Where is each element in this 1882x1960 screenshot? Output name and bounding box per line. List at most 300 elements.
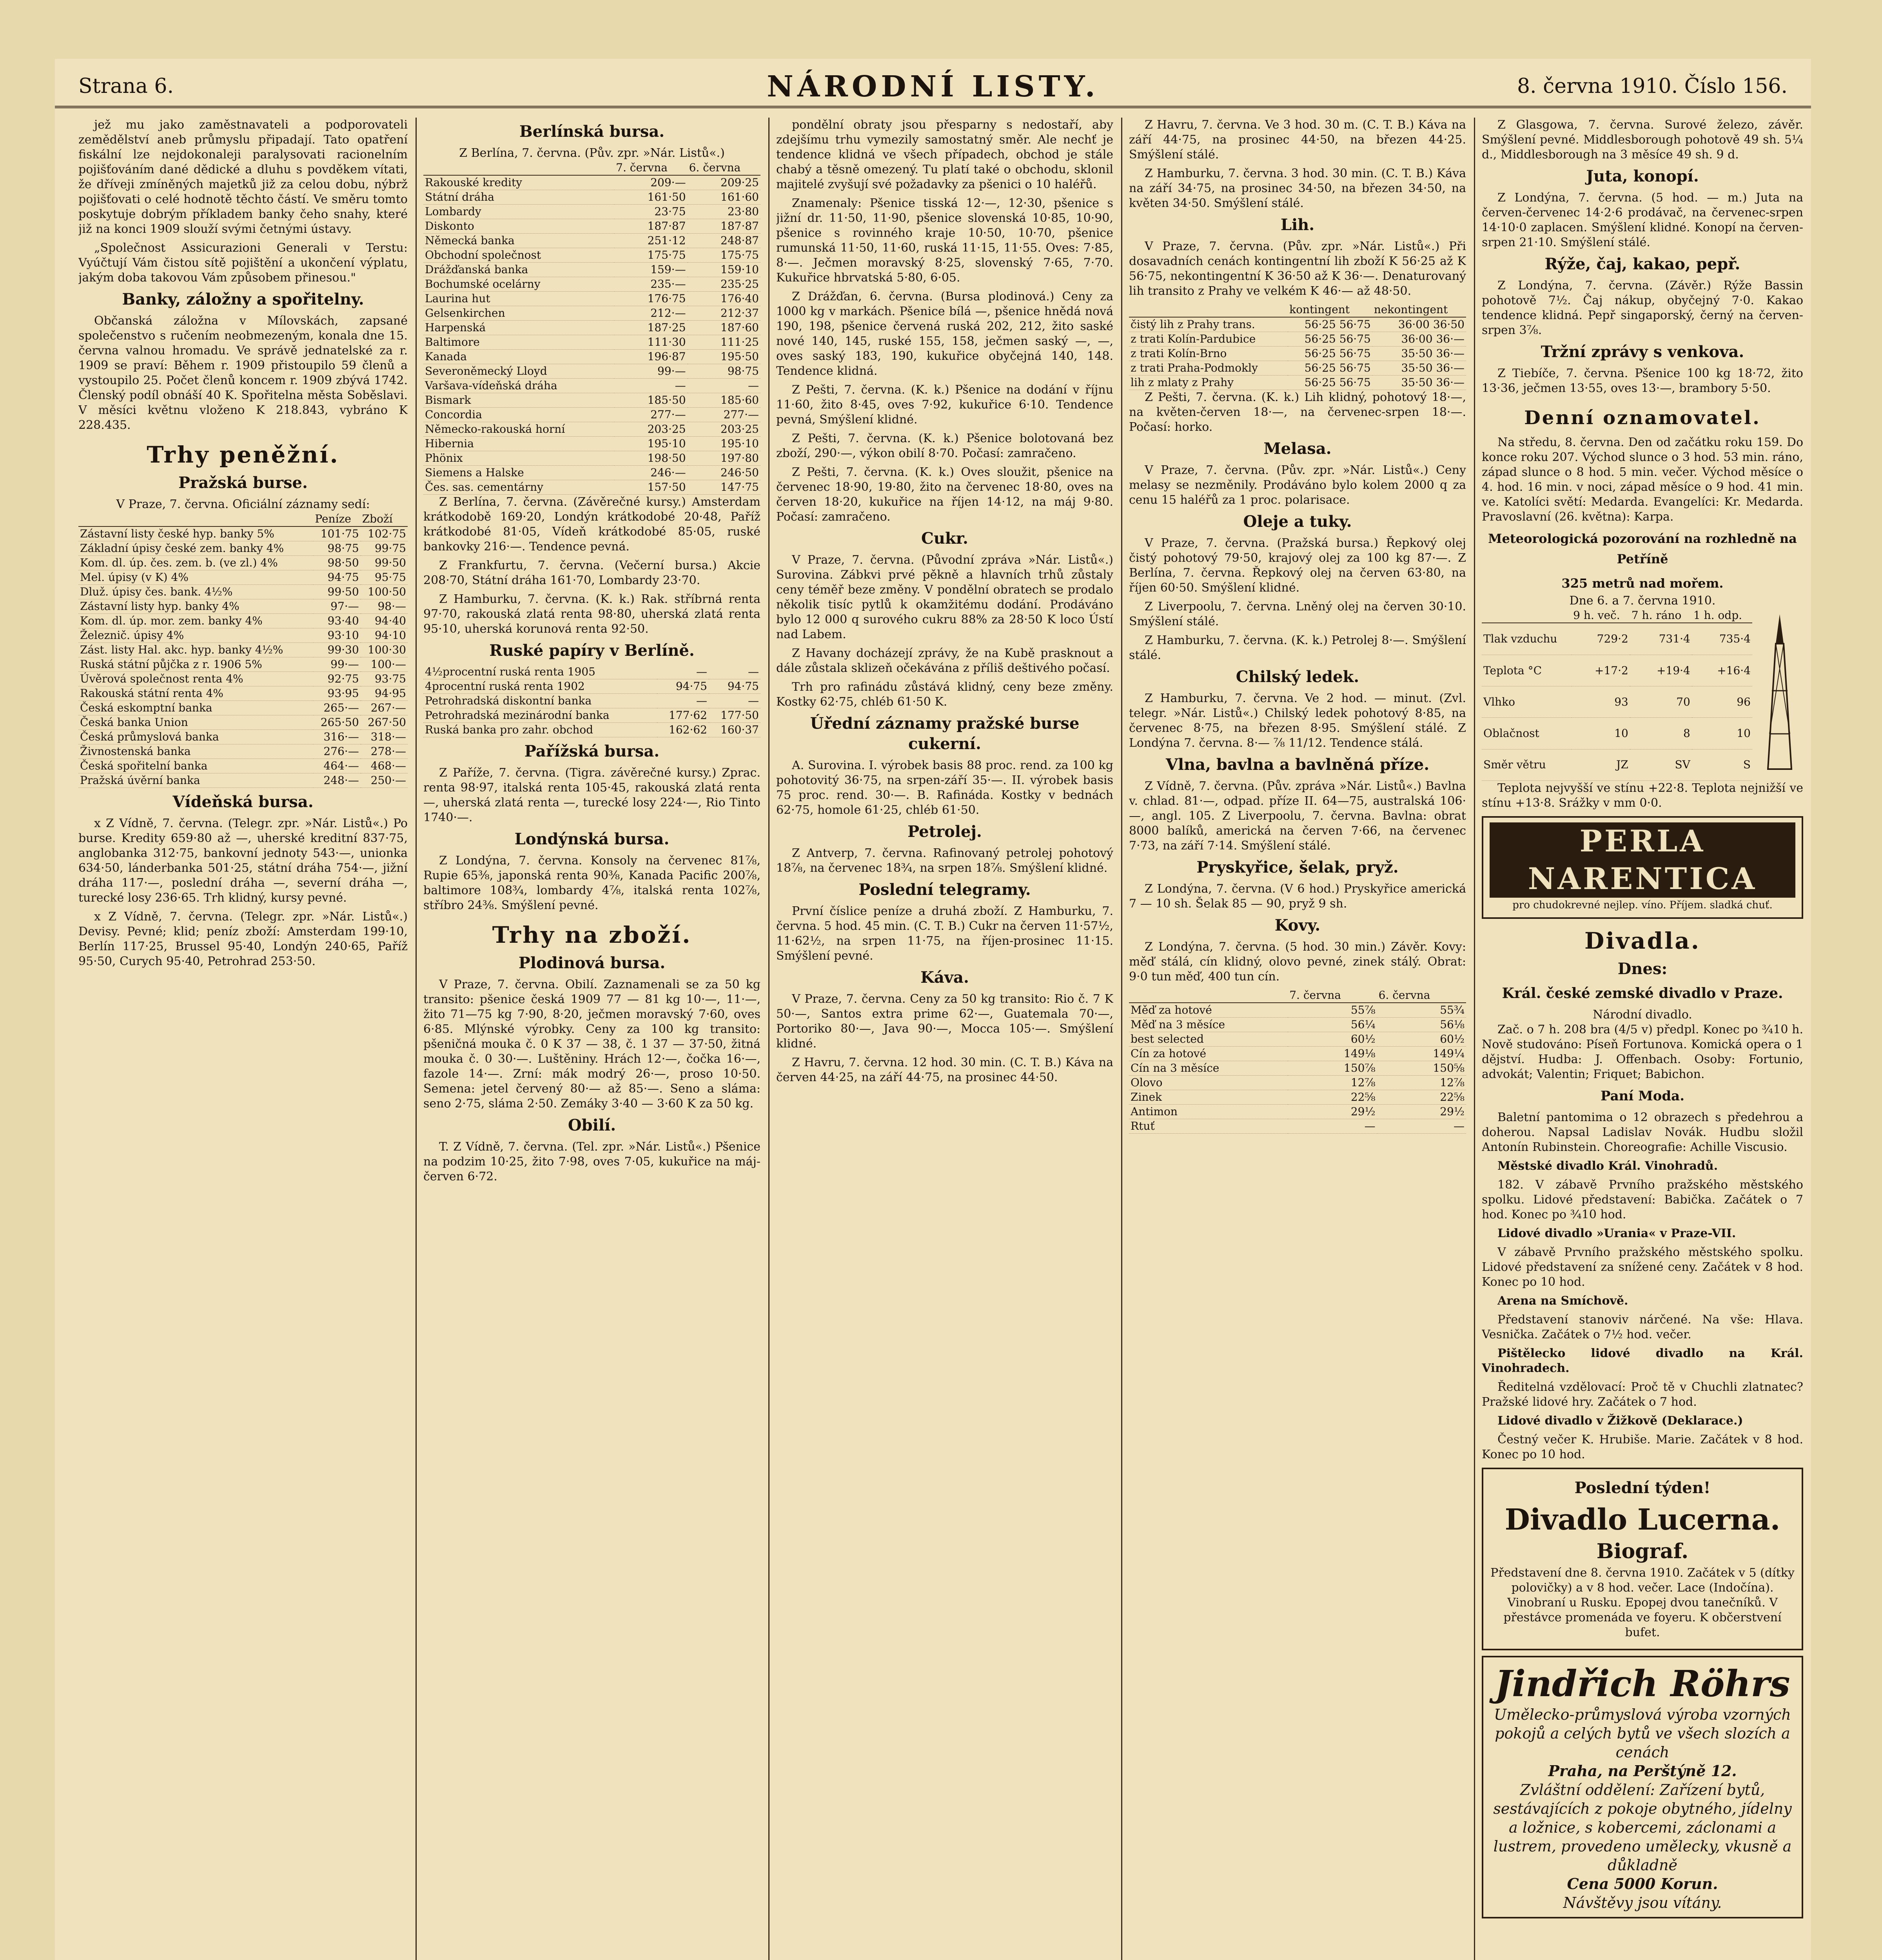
table-row [423, 393, 760, 408]
table-row [78, 643, 408, 657]
pani-moda-heading: Paní Moda. [1600, 1088, 1685, 1104]
table-cell: Vlhko [1482, 686, 1572, 718]
table-row [423, 306, 760, 321]
table-cell: 195·10 [688, 437, 760, 451]
table-cell: Ruská státní půjčka z r. 1906 5% [78, 657, 313, 672]
table-cell: 251·12 [614, 234, 687, 248]
table-cell: 56·25 56·75 [1288, 376, 1372, 390]
table-cell: 22⅝ [1377, 1090, 1466, 1105]
table-cell: 94·75 [657, 679, 709, 694]
column-rule [1474, 118, 1475, 1960]
table-cell: +17·2 [1572, 655, 1630, 686]
table-cell: 111·25 [688, 335, 760, 350]
table-cell: 246·— [614, 466, 687, 480]
table-cell: 248·— [313, 773, 360, 788]
arena-paragraph: Představení stanoviv nárčené. Na vše: Hlava. Vesnička. Začátek o 7½ hod. večer. [1482, 1313, 1803, 1341]
hamburg-paragraph: Z Hamburku, 7. června. (K. k.) Rak. stříbrná renta 97·70, rakouská zlatá renta 98·80, uherská zlatá renta 95·10, uherská korunová renta 92·50. [423, 592, 760, 636]
table-cell: Obchodní společnost [423, 248, 614, 263]
table-cell: 29½ [1377, 1105, 1466, 1119]
biograf-title: Biograf. [1596, 1539, 1689, 1563]
table-cell: 197·80 [688, 451, 760, 466]
table-cell: 60½ [1288, 1032, 1377, 1047]
market-reports-paragraph: Z Tiebíče, 7. června. Pšenice 100 kg 18·72, žito 13·36, ječmen 13·55, oves 13·—, brambory 5·50. [1482, 367, 1803, 395]
meteo-date: Dne 6. a 7. června 1910. [1569, 594, 1716, 608]
refined-sugar-paragraph: Trh pro rafinádu zůstává klidný, ceny beze změny. Kostky 62·75, chléb 61·50 K. [776, 680, 1113, 709]
table-cell: 277·— [614, 408, 687, 422]
table-header-row [78, 512, 408, 526]
meteo-table [1482, 608, 1752, 781]
rice-heading: Rýže, čaj, kakao, pepř. [1544, 255, 1740, 273]
table-cell: 267·50 [361, 715, 408, 730]
pest-paragraph: Z Pešti, 7. června. (K. k.) Pšenice bolotovaná bez zboží, 290·—, výkon obilí 8·70. Počasí: zamračeno. [776, 432, 1113, 460]
table-cell: Železnič. úpisy 4% [78, 628, 313, 643]
pest-paragraph: Z Pešti, 7. června. (K. k.) Oves sloužit, pšenice na červenec 18·90, 19·80, žito na červenec 18·80, oves na červen 18·20, kukuřice na říjen 14·12, na máj 9·80. Počasí: zamračeno. [776, 465, 1113, 524]
table-cell: — [688, 379, 760, 393]
table-cell: 8 [1630, 718, 1692, 749]
pani-moda-paragraph: Baletní pantomima o 12 obrazech s předehrou a doherou. Napsal Ladislav Novák. Hudbu složil Antonín Rubinstein. Choreografie: Achille Viscusio. [1482, 1111, 1803, 1154]
table-cell: — [614, 379, 687, 393]
table-row [78, 585, 408, 599]
table-cell: 212·— [614, 306, 687, 321]
table-cell: 93·95 [313, 686, 360, 701]
jute-paragraph: Z Londýna, 7. června. (5 hod. — m.) Juta na červen-červenec 14·2·6 prodávač, na červenec-srpen 14·10·0 zaplacen. Smýšlení klidné. Konopí na červen-srpen 21·10. Smýšlení stálé. [1482, 191, 1803, 249]
table-cell: Ruská banka pro zahr. obchod [423, 723, 657, 737]
table-cell: 203·25 [688, 422, 760, 437]
table-cell: lih z mlaty z Prahy [1129, 376, 1288, 390]
section-heading-goods-markets: Trhy na zboží. [492, 922, 692, 948]
table-cell: 150⅞ [1288, 1061, 1377, 1076]
table-cell: Siemens a Halske [423, 466, 614, 480]
banks-paragraph: Občanská záložna v Mílovskách, zapsané společenstvo s ručením neobmezeným, konala dne 15. června valnou hromadu. Ve správě jednatelské za r. 1909 se praví: Během r. 1909 přistoupilo 59 členů a vystoupilo 25. Počet členů koncem r. 1909 zbývá 1742. Členský podíl obnáší 40 K. Spořitelna města Soběslavi. V měsíci květnu vloženo K 218.843, vybráno K 228.435. [78, 314, 408, 432]
table-cell: 187·25 [614, 321, 687, 335]
berlin-bourse-table [423, 161, 760, 495]
table-cell: 195·50 [688, 350, 760, 364]
table-cell: 159·10 [688, 263, 760, 277]
urania-heading: Lidové divadlo »Urania« v Praze-VII. [1497, 1227, 1736, 1240]
table-cell: 102·75 [361, 526, 408, 541]
table-cell: Kom. dl. úp. čes. zem. b. (ve zl.) 4% [78, 556, 313, 570]
table-cell: Tlak vzduchu [1482, 623, 1572, 655]
page-header [55, 59, 1811, 108]
intro-paragraph: pondělní obraty jsou přesparny s nedostaří, aby zdejšímu trhu vymezily samostatný směr. Ale nechť je tendence klidná ve všech případech, obchod je stále chabý a těsně omezený. Tu platí také o obchodu, sklonil majitelé zvyšují své požadavky za pšenici o 10 haléřů. [776, 118, 1113, 191]
table-cell: 100·50 [361, 585, 408, 599]
table-cell: Česká spořitelní banka [78, 759, 313, 773]
table-row [423, 379, 760, 393]
table-cell: 12⅞ [1377, 1076, 1466, 1090]
table-cell: Měď za hotové [1129, 1003, 1288, 1018]
table-cell: — [709, 694, 760, 708]
table-header-row [1129, 303, 1466, 317]
table-header: nekontingent [1372, 303, 1466, 317]
table-cell: 159·— [614, 263, 687, 277]
table-row [78, 730, 408, 744]
lucerna-advertisement [1482, 1468, 1803, 1650]
table-cell: 10 [1692, 718, 1752, 749]
table-cell: 4procentní ruská renta 1902 [423, 679, 657, 694]
table-cell: Oblačnost [1482, 718, 1572, 749]
today-heading: Dnes: [1617, 960, 1668, 978]
table-cell: 93 [1572, 686, 1630, 718]
sugar-heading: Cukr. [921, 529, 968, 548]
table-row [1129, 1076, 1466, 1090]
table-row [423, 364, 760, 379]
table-cell: 111·30 [614, 335, 687, 350]
table-cell: 92·75 [313, 672, 360, 686]
table-cell: 99·50 [313, 585, 360, 599]
table-cell: 203·25 [614, 422, 687, 437]
table-cell: Cín za hotové [1129, 1047, 1288, 1061]
table-cell: 56¼ [1288, 1018, 1377, 1032]
table-cell: 150⅝ [1377, 1061, 1466, 1076]
vienna-paragraph: x Z Vídně, 7. června. (Telegr. zpr. »Nár. Listů«.) Po burse. Kredity 659·80 až —, uherské kreditní 837·75, anglobanka 312·75, bankovní jednoty 543·—, unionka 634·50, lánderbanka 501·25, státní dráha 754·—, jižní dráha 117·—, poslední dráha —, severní dráha —, turecké losy 236·65. Trh klidný, kursy pevné. [78, 817, 408, 905]
paris-paragraph: Z Paříže, 7. června. (Tigra. závěrečné kursy.) Zprac. renta 98·97, italská renta 105·45, rakouská zlatá renta —, uherská zlatá renta —, turecké losy 224·—, Rio Tinto 1740·—. [423, 766, 760, 824]
rice-paragraph: Z Londýna, 7. června. (Závěr.) Rýže Bassin pohotově 7½. Čaj nákup, obyčejný 7·0. Kakao tendence klidná. Pepř singaporský, černý na červen-srpen 3⅞. [1482, 279, 1803, 337]
table-cell: 209·25 [688, 175, 760, 190]
table-cell: Kom. dl. úp. mor. zem. banky 4% [78, 614, 313, 628]
table-header: Peníze [313, 512, 360, 526]
table-cell: Rakouské kredity [423, 175, 614, 190]
table-row [1482, 623, 1752, 655]
table-header: 1 h. odp. [1692, 608, 1752, 623]
table-cell: 56⅛ [1377, 1018, 1466, 1032]
table-row [423, 665, 760, 679]
petroleum-paragraph: Z Antverp, 7. června. Rafinovaný petrolej pohotový 18⅞, na červenec 18¾, na srpen 18⅞. Smýšlení klidné. [776, 846, 1113, 875]
rohrs-invite: Návštěvy jsou vítány. [1563, 1894, 1722, 1911]
table-cell: 176·40 [688, 292, 760, 306]
table-cell: 95·75 [361, 570, 408, 585]
table-row [78, 556, 408, 570]
table-cell: 198·50 [614, 451, 687, 466]
table-cell: 94·75 [709, 679, 760, 694]
table-row [423, 437, 760, 451]
jute-heading: Juta, konopí. [1586, 167, 1699, 185]
table-header-row [1482, 608, 1752, 623]
table-cell: Státní dráha [423, 190, 614, 205]
table-cell: 235·25 [688, 277, 760, 292]
quotes-paragraph: Znamenaly: Pšenice tisská 12·—, 12·30, pšenice s jižní dr. 11·50, 11·90, pšenice slovenská 10·85, 10·90, pšenice s rovinného kraje 10·50, 10·70, pšenice rumunská 11·50, 11·60, ruská 11·15, 11·55. Oves: 7·85, 8·—. Ječmen moravský 8·25, slovenský 7·65, 7·70. Kukuřice hbrvatská 5·80, 6·05. [776, 196, 1113, 285]
daily-notice-heading: Denní oznamovatel. [1524, 407, 1761, 429]
coffee-heading: Káva. [920, 968, 969, 987]
table-cell: Cín na 3 měsíce [1129, 1061, 1288, 1076]
arena-heading: Arena na Smíchově. [1497, 1294, 1628, 1308]
table-cell: 93·75 [361, 672, 408, 686]
table-row [78, 744, 408, 759]
produce-paragraph: V Praze, 7. června. Obilí. Zaznamenali se za 50 kg transito: pšenice česká 1909 77 — 81 kg 10·—, 11·—, žito 71—75 kg 7·90, 8·20, ječmen moravský 7·60, oves 6·85. Mlýnské výrobky. Ceny za 100 kg transito: pšeničná mouka č. 0 K 37 — 38, č. 1 37 — 37·50, žitná mouka č. 0 30·—. Luštěniny. Hrách 12·—, čočka 16·—, fazole 14·—. Zrní: mák modrý 26·—, proso 10·50. Semena: jetel červený 80·— až 85·—. Seno a sláma: seno 2·75, sláma 2·50. Zemáky 3·40 — 3·60 K za 50 kg. [423, 978, 760, 1111]
table-cell: 735·4 [1692, 623, 1752, 655]
table-row [78, 614, 408, 628]
table-row [1482, 655, 1752, 686]
last-week-notice: Poslední týden! [1574, 1479, 1711, 1497]
vienna-paragraph: x Z Vídně, 7. června. (Telegr. zpr. »Nár. Listů«.) Devisy. Pevné; klid; peníz zboží: Amsterdam 199·10, Berlín 117·25, Brussel 95·40, Londýn 240·65, Paříž 95·50, Curych 95·40, Petrohrad 253·50. [78, 910, 408, 968]
table-cell: 56·25 56·75 [1288, 361, 1372, 376]
table-cell: Baltimore [423, 335, 614, 350]
table-cell: — [1288, 1119, 1377, 1134]
table-row [1129, 1032, 1466, 1047]
table-cell: 161·60 [688, 190, 760, 205]
table-cell: Česká průmyslová banka [78, 730, 313, 744]
havre-paragraph: Z Havru, 7. června. Ve 3 hod. 30 m. (C. T. B.) Káva na září 44·75, na prosinec 44·50, na březen 44·25. Smýšlení stálé. [1129, 118, 1466, 162]
telegrams-heading: Poslední telegramy. [858, 880, 1031, 899]
table-row [423, 723, 760, 737]
table-cell: Základní úpisy české zem. banky 4% [78, 541, 313, 556]
rohrs-advertisement [1482, 1656, 1803, 1918]
table-cell: 176·75 [614, 292, 687, 306]
table-cell: Bochumské ocelárny [423, 277, 614, 292]
table-cell: 36·00 36·— [1372, 332, 1466, 347]
table-cell: Dluž. úpisy čes. bank. 4½% [78, 585, 313, 599]
table-header: 7. června [614, 161, 687, 175]
table-row [423, 466, 760, 480]
table-header [78, 512, 313, 526]
table-cell: 60½ [1377, 1032, 1466, 1047]
table-header: 7 h. ráno [1630, 608, 1692, 623]
vienna-bourse-heading: Vídeňská bursa. [172, 793, 314, 811]
table-row [78, 773, 408, 788]
russian-papers-heading: Ruské papíry v Berlíně. [489, 641, 695, 660]
metals-paragraph: Z Londýna, 7. června. (5 hod. 30 min.) Závěr. Kovy: měď stálá, cín klidný, olovo pevné, zinek stálý. Obrat: 9·0 tun měď, 400 tun cín. [1129, 940, 1466, 984]
table-row [423, 679, 760, 694]
table-cell: Teplota °C [1482, 655, 1572, 686]
paris-bourse-heading: Pařížská bursa. [524, 742, 660, 760]
table-header-row [423, 161, 760, 175]
table-row [78, 759, 408, 773]
table-cell: 729·2 [1572, 623, 1630, 655]
table-cell: 187·60 [688, 321, 760, 335]
table-cell: 160·37 [709, 723, 760, 737]
produce-bourse-heading: Plodinová bursa. [518, 954, 666, 972]
meteo-subheading: 325 metrů nad mořem. [1561, 576, 1724, 591]
table-row [1129, 1105, 1466, 1119]
table-row [1129, 1003, 1466, 1018]
table-cell: z trati Kolín-Pardubice [1129, 332, 1288, 347]
table-cell: Rtuť [1129, 1119, 1288, 1134]
table-cell: 4½procentní ruská renta 1905 [423, 665, 657, 679]
table-row [423, 350, 760, 364]
table-cell: S [1692, 749, 1752, 780]
table-cell: Phönix [423, 451, 614, 466]
table-header: 9 h. več. [1572, 608, 1630, 623]
table-cell: 212·37 [688, 306, 760, 321]
table-cell: 29½ [1288, 1105, 1377, 1119]
table-row [78, 657, 408, 672]
table-cell: 185·60 [688, 393, 760, 408]
table-row [1482, 686, 1752, 718]
table-row [423, 190, 760, 205]
sugar-bourse-paragraph: A. Surovina. I. výrobek basis 88 proc. rend. za 100 kg pohotovitý 36·75, na srpen-září 35·—. II. výrobek basis 75 proc. rend. 30·—. B. Rafináda. Kostky v bednách 62·75, homole 61·25, chléb 61·50. [776, 759, 1113, 817]
table-cell: 196·87 [614, 350, 687, 364]
table-row [423, 219, 760, 234]
column-3 [776, 118, 1113, 1960]
daily-notice-paragraph: Na středu, 8. června. Den od začátku roku 159. Do konce roku 207. Východ slunce o 3 hod. 53 min. ráno, západ slunce o 8 hod. 5 min. večer. Východ měsíce o 4. hod. 16 min. v noci, západ měsíce o 9 hod. 41 min. ve. Katolíci světí: Medarda. Evangelíci: Kr. Medarda. Pravoslavní (26. května): Karpa. [1482, 436, 1803, 524]
column-rule [416, 118, 417, 1960]
table-header: 6. června [688, 161, 760, 175]
table-cell: 96 [1692, 686, 1752, 718]
table-row [1129, 317, 1466, 332]
table-header [1129, 988, 1288, 1003]
table-row [1129, 347, 1466, 361]
table-cell: 99·— [313, 657, 360, 672]
column-rule [768, 118, 769, 1960]
table-cell: 100·— [361, 657, 408, 672]
resin-heading: Pryskyřice, šelak, pryž. [1196, 858, 1399, 877]
table-row [78, 570, 408, 585]
table-row [423, 422, 760, 437]
prague-bourse-table [78, 512, 408, 788]
coffee-paragraph: V Praze, 7. června. Ceny za 50 kg transito: Rio č. 7 K 50·—, Santos extra prime 62·—, Guatemala 70·—, Portoriko 80·—, Java 90·—, Mocca 105·—. Smýšlení klidné. [776, 992, 1113, 1051]
table-header [423, 161, 614, 175]
table-header: kontingent [1288, 303, 1372, 317]
table-cell: 98·75 [688, 364, 760, 379]
issue-date: 8. června 1910. Číslo 156. [1517, 74, 1788, 98]
table-cell: 100·30 [361, 643, 408, 657]
section-heading-money-markets: Trhy peněžní. [147, 441, 339, 468]
table-cell: 209·— [614, 175, 687, 190]
lucerna-title: Divadlo Lucerna. [1505, 1503, 1780, 1537]
resin-paragraph: Z Londýna, 7. června. (V 6 hod.) Pryskyřice americká 7 — 10 sh. Šelak 85 — 90, pryž 9 sh. [1129, 882, 1466, 911]
market-reports-heading: Tržní zprávy s venkova. [1541, 343, 1744, 361]
rohrs-extra: Zvláštní oddělení: Zařízení bytů, sestávajících z pokoje obytného, jídelny a ložnice, s kobercemi, záclonami a lustrem, provedeno umělecky, vkusně a důkladně [1493, 1781, 1792, 1874]
table-cell: Zástavní listy české hyp. banky 5% [78, 526, 313, 541]
table-cell: 195·10 [614, 437, 687, 451]
table-row [1129, 1119, 1466, 1134]
national-theatre-subtitle: Národní divadlo. [1593, 1008, 1692, 1022]
table-cell: 248·87 [688, 234, 760, 248]
table-cell: — [657, 665, 709, 679]
table-cell: Zástavní listy hyp. banky 4% [78, 599, 313, 614]
table-cell: 101·75 [313, 526, 360, 541]
table-cell: 267·— [361, 701, 408, 715]
table-header [1482, 608, 1572, 623]
table-cell: 99·— [614, 364, 687, 379]
molasses-paragraph: V Praze, 7. června. (Pův. zpr. »Nár. Listů«.) Ceny melasy se nezměnily. Prodáváno bylo kolem 2000 q za cenu 15 haléřů za 1 proc. polarisace. [1129, 463, 1466, 507]
table-cell: 157·50 [614, 480, 687, 495]
rohrs-price: Cena 5000 Korun. [1567, 1875, 1718, 1893]
table-row [1482, 749, 1752, 780]
spirit-table [1129, 303, 1466, 390]
table-cell: 35·50 36·— [1372, 347, 1466, 361]
table-cell: Kanada [423, 350, 614, 364]
spirit-paragraph: Z Pešti, 7. června. (K. k.) Lih klidný, pohotový 18·—, na květen-červen 18·—, na červenec-srpen 18·—. Počasí: horko. [1129, 390, 1466, 434]
table-row [423, 321, 760, 335]
table-cell: 277·— [688, 408, 760, 422]
quote-paragraph: „Společnost Assicurazioni Generali v Terstu: Vyúčtují Vám čistou sítě pojištění a ukončení výplatu, jakým doba takovou Vám způsobem přinesou." [78, 241, 408, 285]
nitrate-paragraph: Z Hamburku, 7. června. Ve 2 hod. — minut. (Zvl. telegr. »Nár. Listů«.) Chilský ledek pohotový 8·85, na červenec 8·75, na březen 8·95. Smýšlení stálé. Z Londýna 7. června. 8·— ⅞ 11/12. Tendence stálá. [1129, 691, 1466, 750]
table-cell: čistý lih z Prahy trans. [1129, 317, 1288, 332]
pistelc-heading: Pištělecko lidové divadlo na Král. Vinohradech. [1482, 1347, 1803, 1375]
table-cell: 94·95 [361, 686, 408, 701]
zizkov-paragraph: Čestný večer K. Hrubiše. Marie. Začátek v 8 hod. Konec po 10 hod. [1482, 1433, 1803, 1461]
sugar-paragraph: Z Havany docházejí zprávy, že na Kubě prasknout a dále zůstala sklizeň očekávána z příliš deštivého počasí. [776, 646, 1113, 675]
table-cell: Zinek [1129, 1090, 1288, 1105]
table-cell: 70 [1630, 686, 1692, 718]
table-cell: 731·4 [1630, 623, 1692, 655]
table-cell: 187·87 [614, 219, 687, 234]
telegrams-paragraph: První číslice peníze a druhá zboží. Z Hamburku, 7. června. 5 hod. 45 min. (C. T. B.) Cukr na červen 11·57½, 11·62½, na srpen 11·75, na říjen-prosinec 11·15. Smýšlení pevné. [776, 904, 1113, 963]
table-cell: — [1377, 1119, 1466, 1134]
table-cell: Směr větru [1482, 749, 1572, 780]
grain-heading: Obilí. [568, 1116, 616, 1134]
table-cell: 94·10 [361, 628, 408, 643]
table-cell: z trati Kolín-Brno [1129, 347, 1288, 361]
table-header-row [1129, 988, 1466, 1003]
table-cell: 265·50 [313, 715, 360, 730]
table-cell: Antimon [1129, 1105, 1288, 1119]
berlin-note: Z Berlína, 7. června. (Závěrečné kursy.) Amsterdam krátkodobě 169·20, Londýn krátkodobé 20·48, Paříž krátkodobé 81·05, Vídeň krátkodobé 85·05, ruské bankovky 216·—. Tendence pevná. [423, 495, 760, 554]
table-cell: 185·50 [614, 393, 687, 408]
table-cell: 99·30 [313, 643, 360, 657]
newspaper-page [55, 59, 1811, 1960]
biograf-paragraph: Představení dne 8. června 1910. Začátek v 5 (dítky polovičky) a v 8 hod. večer. Lace (Indočína). Vinobraní u Rusku. Epopej dvou tanečníků. V přestávce promenáda ve foyeru. K občerstvení bufet. [1490, 1566, 1795, 1639]
oils-paragraph: V Praze, 7. června. (Pražská bursa.) Řepkový olej čistý pohotový 79·50, krajový olej za 100 kg 87·—. Z Berlína, 7. června. Řepkový olej na červen 63·80, na říjen 60·50. Smýšlení klidné. [1129, 536, 1466, 595]
table-row [78, 541, 408, 556]
london-bourse-heading: Londýnská bursa. [514, 830, 670, 848]
table-cell: Česká eskomptní banka [78, 701, 313, 715]
table-row [423, 292, 760, 306]
page-label: Strana 6. [78, 74, 174, 98]
table-cell: 250·— [361, 773, 408, 788]
table-cell: Laurina hut [423, 292, 614, 306]
table-row [1129, 1018, 1466, 1032]
perla-title: PERLA NARENTICA [1490, 822, 1795, 898]
table-cell: 177·50 [709, 708, 760, 723]
table-cell: JZ [1572, 749, 1630, 780]
perla-advertisement [1482, 816, 1803, 919]
table-cell: 98·50 [313, 556, 360, 570]
zizkov-heading: Lidové divadlo v Žižkově (Deklarace.) [1497, 1414, 1743, 1428]
table-cell: Německá banka [423, 234, 614, 248]
urania-paragraph: V zábavě Prvního pražského městského spolku. Lidové představení za snížené ceny. Začátek v 8 hod. Konec po 10 hod. [1482, 1245, 1803, 1289]
intro-paragraph: jež mu jako zaměstnavateli a podporovateli zemědělství aneb průmyslu připadají. Tato opatření fiskální lze nejdokonaleji paralysovati racionelním pojišťováním dané dědické a dluhu s povděkem vítati, že dříveji zmíněných majetků již za celou dobu, nýbrž pojišťovati o celé hodnotě těchto částí. Ve směru tomto poskytuje dobrým příkladem banky čeho snahy, které již na konci 1909 slouží svými četnými ústavy. [78, 118, 408, 236]
table-row [423, 248, 760, 263]
table-cell: +16·4 [1692, 655, 1752, 686]
table-cell: 468·— [361, 759, 408, 773]
table-cell: Petrohradská diskontní banka [423, 694, 657, 708]
table-cell: 93·10 [313, 628, 360, 643]
table-cell: 149¼ [1377, 1047, 1466, 1061]
column-2 [423, 118, 760, 1960]
table-row [423, 708, 760, 723]
table-cell: Diskonto [423, 219, 614, 234]
table-row [423, 335, 760, 350]
table-cell: 464·— [313, 759, 360, 773]
table-cell: SV [1630, 749, 1692, 780]
table-cell: Německo-rakouská horní [423, 422, 614, 437]
nitrate-heading: Chilský ledek. [1236, 668, 1359, 686]
table-cell: 147·75 [688, 480, 760, 495]
metals-table [1129, 988, 1466, 1134]
table-cell: Hibernia [423, 437, 614, 451]
table-cell: Harpenská [423, 321, 614, 335]
table-cell: Měď na 3 měsíce [1129, 1018, 1288, 1032]
table-cell: 12⅞ [1288, 1076, 1377, 1090]
glasgow-paragraph: Z Glasgowa, 7. června. Surové železo, závěr. Smýšlení pevné. Middlesborough pohotově 49 sh. 5¼ d., Middlesborough na 3 měsíce 49 sh. 9 d. [1482, 118, 1803, 162]
table-cell: Čes. sas. cementárny [423, 480, 614, 495]
table-cell: Varšava-vídeňská dráha [423, 379, 614, 393]
wool-paragraph: Z Vídně, 7. června. (Pův. zpráva »Nár. Listů«.) Bavlna v. chlad. 81·—, odpad. příze II. 64—75, australská 106·—, angl. 105. Z Liverpoolu, 7. června. Bavlna: obrat 8000 balíků, americká na červen 7·66, na červenec 7·73, na září 7·14. Smýšlení stálé. [1129, 779, 1466, 853]
wool-heading: Vlna, bavlna a bavlněná příze. [1165, 755, 1430, 774]
table-cell: 55¾ [1377, 1003, 1466, 1018]
table-cell: Gelsenkirchen [423, 306, 614, 321]
table-row [1129, 1061, 1466, 1076]
vinohrady-heading: Městské divadlo Král. Vinohradů. [1497, 1159, 1718, 1173]
table-cell: 94·40 [361, 614, 408, 628]
pistelc-paragraph: Ředitelná vzdělovací: Proč tě v Chuchli zlatnatec? Pražské lidové hry. Začátek o 7 hod. [1482, 1380, 1803, 1409]
meteo-heading: Meteorologická pozorování na rozhledně na Petříně [1488, 531, 1797, 566]
prague-bourse-heading: Pražská burse. [178, 474, 308, 492]
table-cell: 161·50 [614, 190, 687, 205]
table-row [423, 451, 760, 466]
table-cell: — [709, 665, 760, 679]
